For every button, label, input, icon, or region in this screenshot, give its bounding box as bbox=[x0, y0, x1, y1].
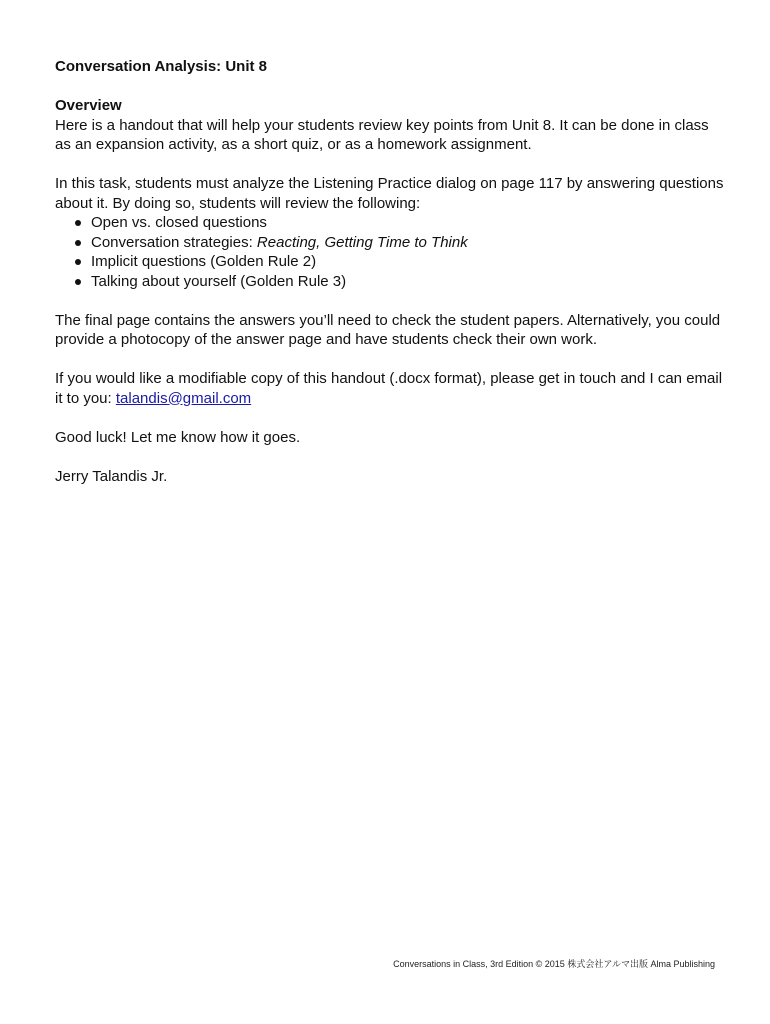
final-page-paragraph: The final page contains the answers you’ll need to check the student papers. Alternatively, you could provide a photocopy of the answer page and have students check their own work. bbox=[55, 311, 721, 348]
page-footer: Conversations in Class, 3rd Edition © 2015 株式会社アルマ出版 Alma Publishing bbox=[393, 959, 715, 969]
handout-page bbox=[55, 57, 725, 486]
review-list bbox=[55, 213, 725, 291]
list-item-text: Open vs. closed questions bbox=[91, 214, 267, 231]
list-item bbox=[91, 213, 725, 233]
email-link[interactable]: talandis@gmail.com bbox=[115, 389, 252, 407]
modifiable-copy-paragraph bbox=[55, 369, 725, 408]
list-item-text: Talking about yourself (Golden Rule 3) bbox=[91, 272, 347, 290]
list-item-text: Implicit questions (Golden Rule 2) bbox=[91, 253, 317, 270]
overview-paragraph: Here is a handout that will help your students review key points from Unit 8. It can be done in class as an expansion activity, as a short quiz, or as a homework assignment. bbox=[55, 116, 709, 153]
list-item-italic: Reacting, Getting Time to Think bbox=[256, 233, 468, 251]
list-item bbox=[91, 272, 725, 292]
list-item bbox=[91, 252, 725, 272]
list-item-text: Conversation strategies: bbox=[91, 233, 257, 251]
signature: Jerry Talandis Jr. bbox=[55, 467, 168, 485]
list-item bbox=[91, 233, 725, 253]
overview-heading: Overview bbox=[55, 97, 122, 114]
task-paragraph: In this task, students must analyze the Listening Practice dialog on page 117 by answering questions about it. By doing so, students will review the following: bbox=[55, 175, 724, 212]
modifiable-copy-text: If you would like a modifiable copy of this handout (.docx format), please get in touch and I can email it to you: bbox=[55, 370, 723, 407]
document-title: Conversation Analysis: Unit 8 bbox=[55, 58, 267, 75]
closing-line: Good luck! Let me know how it goes. bbox=[55, 428, 301, 446]
